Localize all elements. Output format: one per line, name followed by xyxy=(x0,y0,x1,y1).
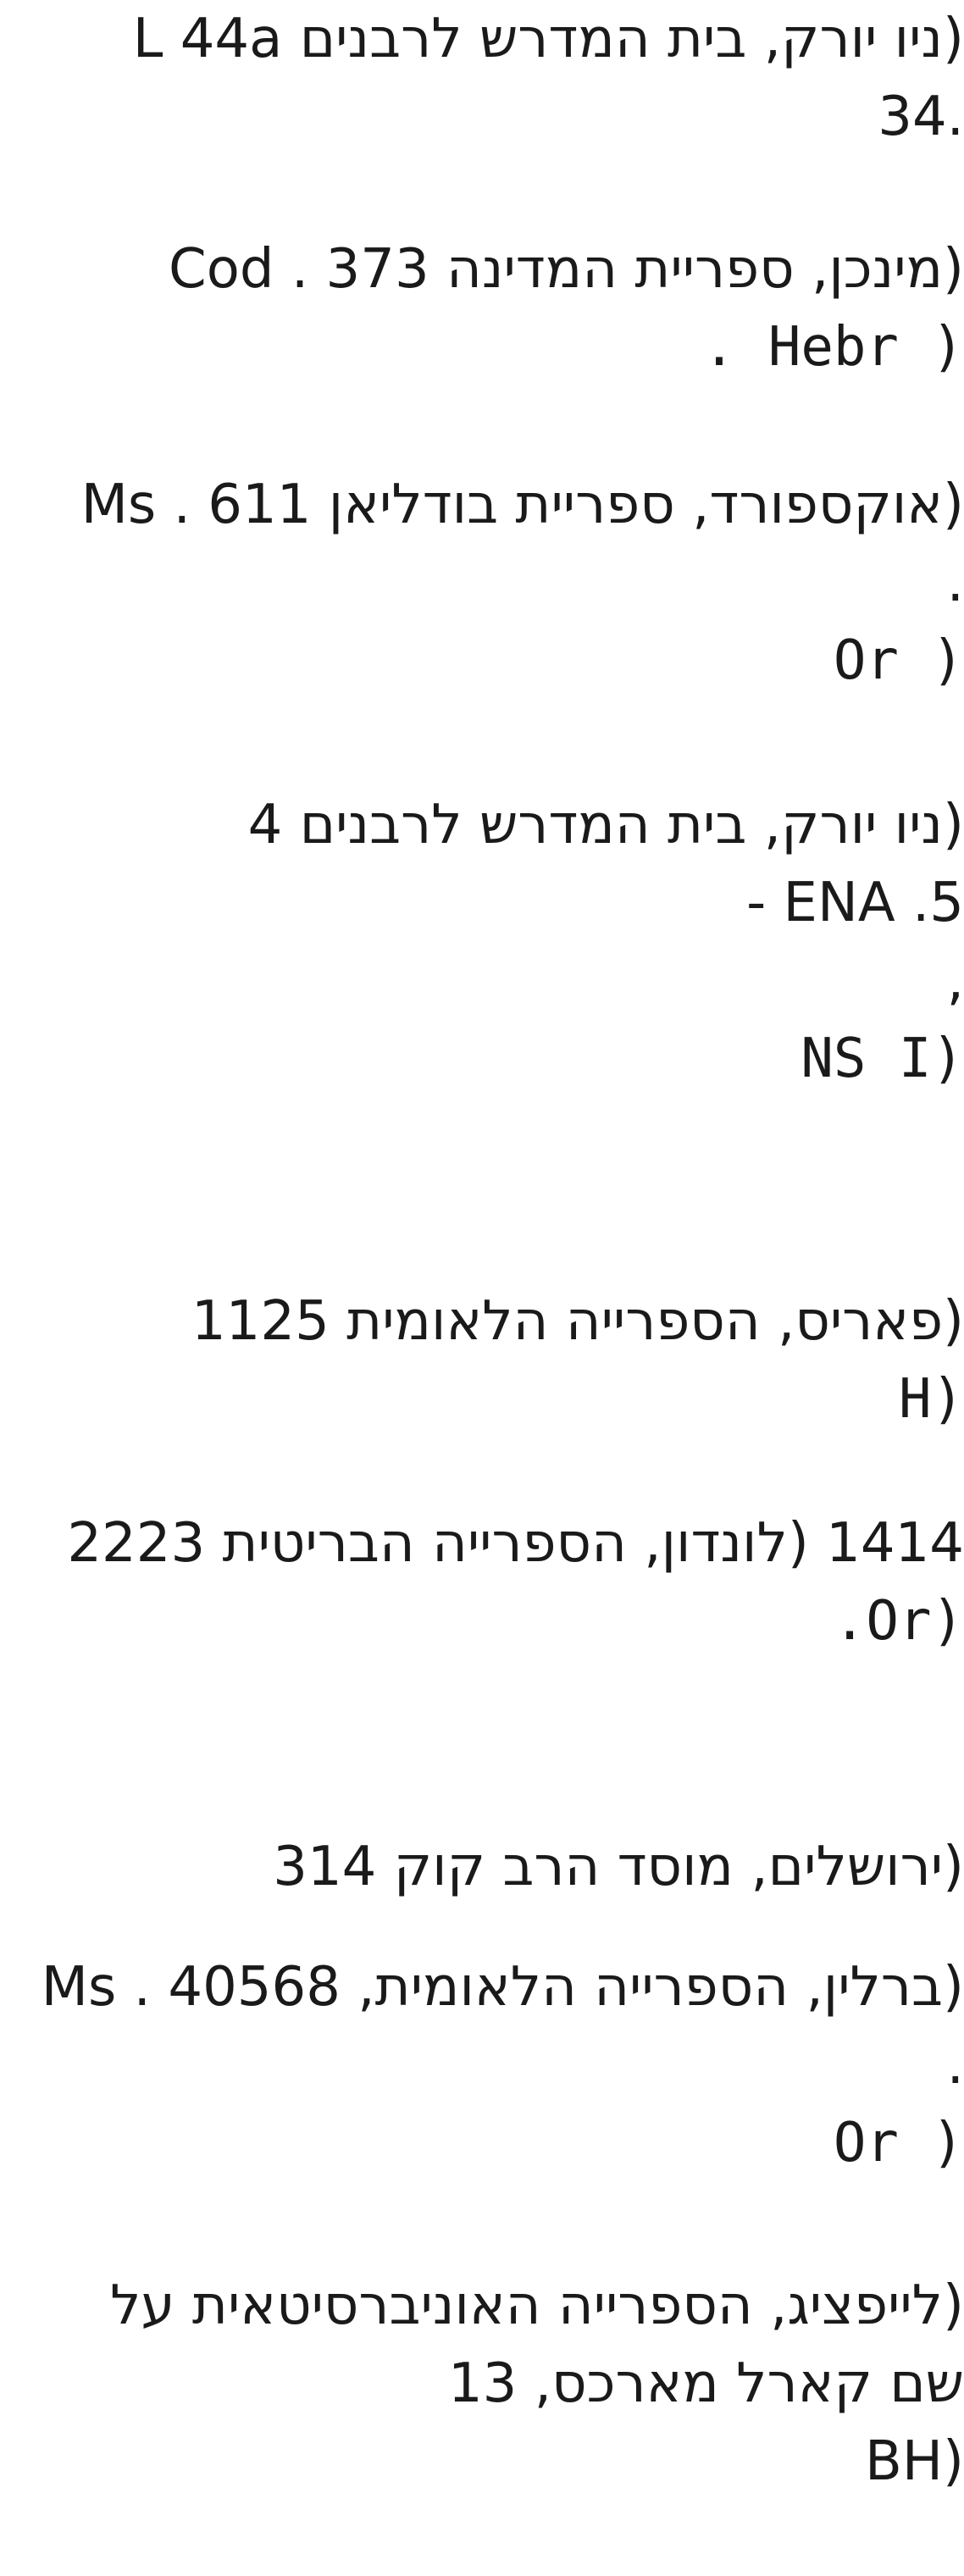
entry-line: (ניו יורק, בית המדרש לרבנים L 44a xyxy=(132,8,964,70)
entry-line: ( Hebr . xyxy=(702,316,964,379)
manuscript-entry-6 xyxy=(0,1504,964,1660)
manuscript-entry-3 xyxy=(0,466,964,700)
entry-line: (ירושלים, מוסד הרב קוק 314 xyxy=(273,1836,964,1898)
entry-line: שם קארל מארכס, 13 xyxy=(447,2352,964,2415)
manuscript-entry-1 xyxy=(0,0,964,156)
entry-line: (ניו יורק, בית המדרש לרבנים 4 xyxy=(247,794,964,856)
entry-line: (מינכן, ספריית המדינה Cod . 373 xyxy=(169,238,964,301)
entry-line: ( Or xyxy=(833,2112,964,2174)
entry-line: (לייפציג, הספרייה האוניברסיטאית על xyxy=(110,2274,964,2337)
manuscript-entry-2 xyxy=(0,230,964,386)
entry-line: .34 xyxy=(878,86,964,148)
manuscript-entry-8 xyxy=(0,1948,964,2182)
manuscript-entry-9 xyxy=(0,2267,964,2501)
entry-line: (אוקספורד, ספריית בודליאן Ms . 611 xyxy=(80,474,964,536)
entry-line: (BH xyxy=(865,2430,964,2493)
manuscript-entry-5 xyxy=(0,1282,964,1438)
entry-line: 1414 (לונדון, הספרייה הבריטית 2223 xyxy=(67,1512,964,1575)
entry-line: (ברלין, הספרייה הלאומית, Ms . 40568 xyxy=(41,1956,964,2019)
entry-line: (פאריס, הספרייה הלאומית 1125 xyxy=(191,1290,964,1353)
entry-line: (Or. xyxy=(833,1590,964,1653)
manuscript-entry-4 xyxy=(0,786,964,1098)
entry-line: ENA .5 - xyxy=(746,872,964,934)
entry-line: ( Or xyxy=(833,629,964,692)
entry-line: . xyxy=(946,551,964,614)
entry-line: (H xyxy=(898,1368,964,1431)
entry-line: (NS I xyxy=(801,1028,964,1090)
entry-line: . xyxy=(946,2034,964,2097)
manuscript-entry-7 xyxy=(0,1828,964,1906)
entry-line: , xyxy=(946,950,964,1012)
